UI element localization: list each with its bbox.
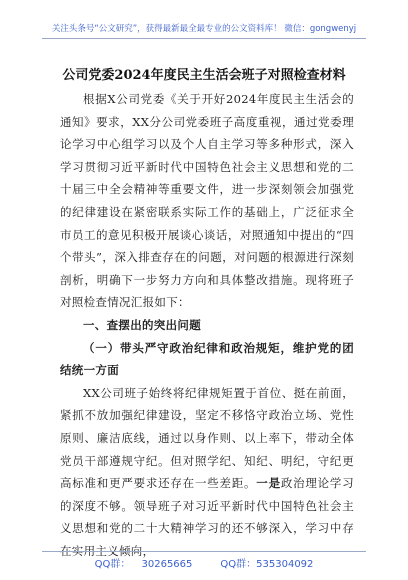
footer-qq-2: QQ群：535304092 <box>220 559 314 570</box>
subsection-heading: （一）带头严守政治纪律和政治规矩，维护党的团结统一方面 <box>60 340 354 378</box>
header-divider <box>42 38 366 39</box>
section-heading: 一、查摆出的突出问题 <box>83 317 201 332</box>
document-title: 公司党委2024年度民主生活会班子对照检查材料 <box>62 68 346 83</box>
header-banner: 关注头条号“公文研究”，获得最新最全最专业的公文资料库！ 微信：gongwenyj <box>51 24 357 34</box>
body-paragraph <box>60 382 354 563</box>
intro-paragraph: 根据X公司党委《关于开好2024年度民主生活会的通知》要求，XX分公司党委班子高度重视，通过党委理论学习中心组学习以及个人自主学习等多种形式，深入学习贯彻习近平新时代中国特色社会主义思想和党的二十届三中全会精神等重要文件，进一步深刻领会加强党的纪律建设在紧密联系实际工作的基础上，广泛征求全市员工的意见积极开展谈心谈话，对照通知中提出的“四个带头”，深入排查存在的问题，对问题的根源进行深刻剖析，明确下一步努力方向和具体整改措施。现将班子对照检查情况汇报如下： <box>60 92 354 310</box>
footer-qq-1: QQ群： 30265665 <box>94 559 193 570</box>
footer-divider <box>42 551 366 552</box>
paragraph-text-continued: 政治理论学习的深度不够。领导班子对习近平新时代中国特色社会主义思想和党的二十大精神学习的还不够深入，学习中存在实用主义倾向， <box>60 476 354 558</box>
paragraph-text: XX公司班子始终将纪律规矩置于首位、挺在前面，紧抓不放加强纪律建设，坚定不移恪守政治立场、党性原则、廉洁底线，通过以身作则、以上率下，带动全体党员干部遵规守纪。但对照学纪、知纪、明纪，守纪更高标准和更严要求还存在一些差距。 <box>60 385 354 491</box>
document-body <box>60 88 354 562</box>
emphasis-text: 一是 <box>256 476 281 491</box>
footer <box>0 555 408 570</box>
